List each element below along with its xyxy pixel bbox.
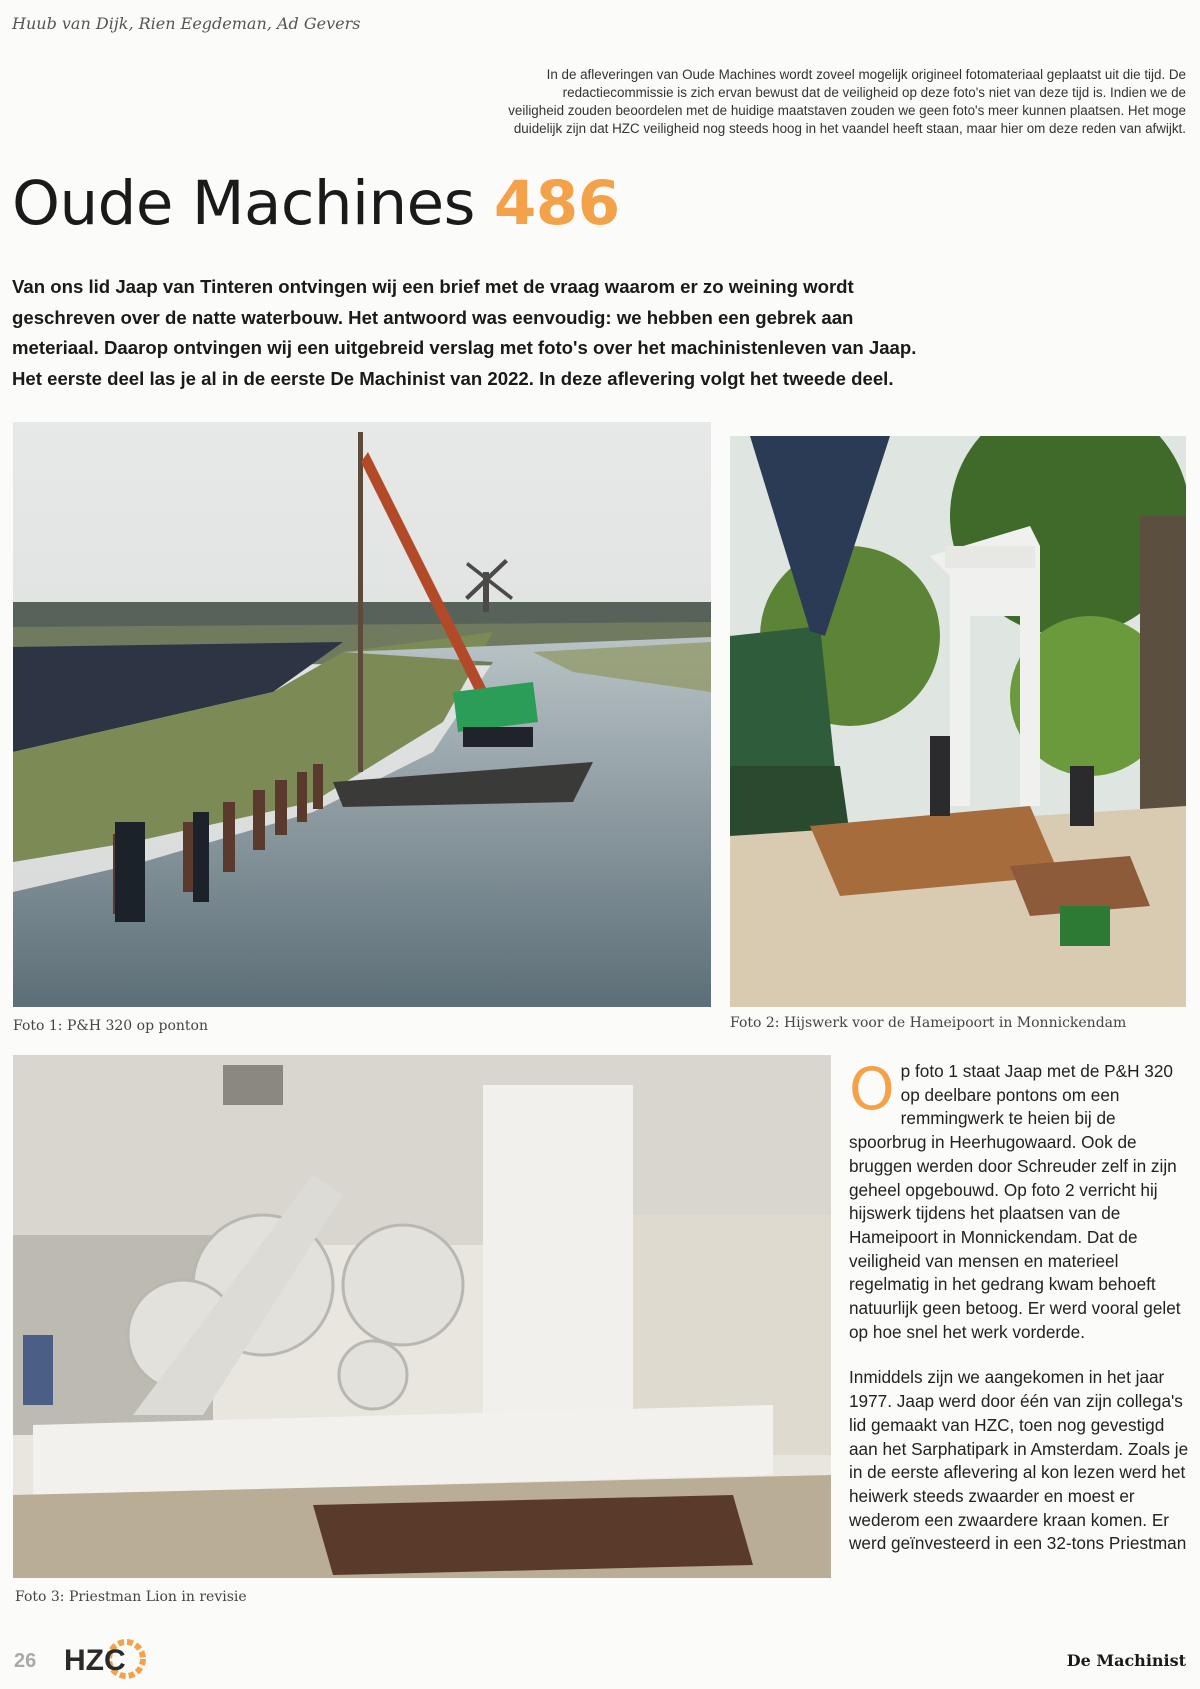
intro-line: Van ons lid Jaap van Tinteren ontvingen wij een brief met de vraag waarom er zo weining wordt (12, 276, 854, 297)
disclaimer-line: In de afleveringen van Oude Machines wordt zoveel mogelijk origineel fotomateriaal geplaatst uit die tijd. De (546, 67, 1186, 82)
article-title (12, 168, 620, 240)
body-text (849, 1055, 1189, 1578)
authors: Huub van Dijk, Rien Eegdeman, Ad Gevers (12, 14, 361, 33)
dropcap: O (849, 1055, 895, 1123)
page-number: 26 (14, 1650, 37, 1672)
episode-number: 486 (493, 168, 620, 239)
photo-3 (13, 1055, 831, 1578)
magazine-name: De Machinist (1066, 1651, 1186, 1670)
disclaimer-line: redactiecommissie is zich ervan bewust dat de veiligheid op deze foto's niet van deze tijd is. Indien we de (562, 85, 1186, 100)
intro-line: Het eerste deel las je al in de eerste De Machinist van 2022. In deze aflevering volgt het tweede deel. (12, 367, 894, 389)
title-text: Oude Machines (12, 168, 475, 239)
photo-1-caption: Foto 1: P&H 320 op ponton (13, 1018, 208, 1034)
logo-text: HZC (64, 1644, 126, 1677)
intro-line: meteriaal. Daarop ontvingen wij een uitgebreid verslag met foto's over het machinistenleven van Jaap. (12, 337, 917, 358)
photo-3-caption: Foto 3: Priestman Lion in revisie (15, 1589, 247, 1605)
intro-line: geschreven over de natte waterbouw. Het antwoord was eenvoudig: we hebben een gebrek aan (12, 306, 854, 328)
disclaimer (420, 66, 1186, 138)
paragraph-1 (849, 1055, 1189, 1344)
hzc-logo (60, 1634, 150, 1688)
disclaimer-line: duidelijk zijn dat HZC veiligheid nog steeds hoog in het vaandel heeft staan, maar hier om deze reden van afwijkt. (513, 121, 1186, 136)
photo-2-caption: Foto 2: Hijswerk voor de Hameipoort in Monnickendam (730, 1015, 1127, 1031)
intro-paragraph (12, 272, 1162, 394)
photo-1 (13, 422, 711, 1007)
disclaimer-line: veiligheid zouden beoordelen met de huidige maatstaven zouden we geen foto's meer kunnen plaatsen. Het moge (508, 103, 1186, 118)
paragraph-2: Inmiddels zijn we aangekomen in het jaar 1977. Jaap werd door één van zijn collega's lid gemaakt van HZC, toen nog gevestigd aan het Sarphatipark in Amsterdam. Zoals je in de eerste aflevering al kon lezen werd het heiwerk steeds zwaarder en moest er wederom een zwaardere kraan komen. Er werd geïnvesteerd in een 32-tons Priestman (849, 1367, 1189, 1554)
photo-2 (730, 436, 1186, 1007)
paragraph-1-text: p foto 1 staat Jaap met de P&H 320 op deelbare pontons om een remmingwerk te heien bij de spoorbrug in Heerhugowaard. Ook de bruggen werden door Schreuder zelf in zijn geheel opgebouwd. Op foto 2 verricht hij hijswerk tijdens het plaatsen van de Hameipoort in Monnickendam. Dat de veiligheid van mensen en materieel regelmatig in het gedrang kwam behoeft natuurlijk geen betoog. Er werd vooral gelet op hoe snel het werk vorderde. (849, 1061, 1181, 1342)
